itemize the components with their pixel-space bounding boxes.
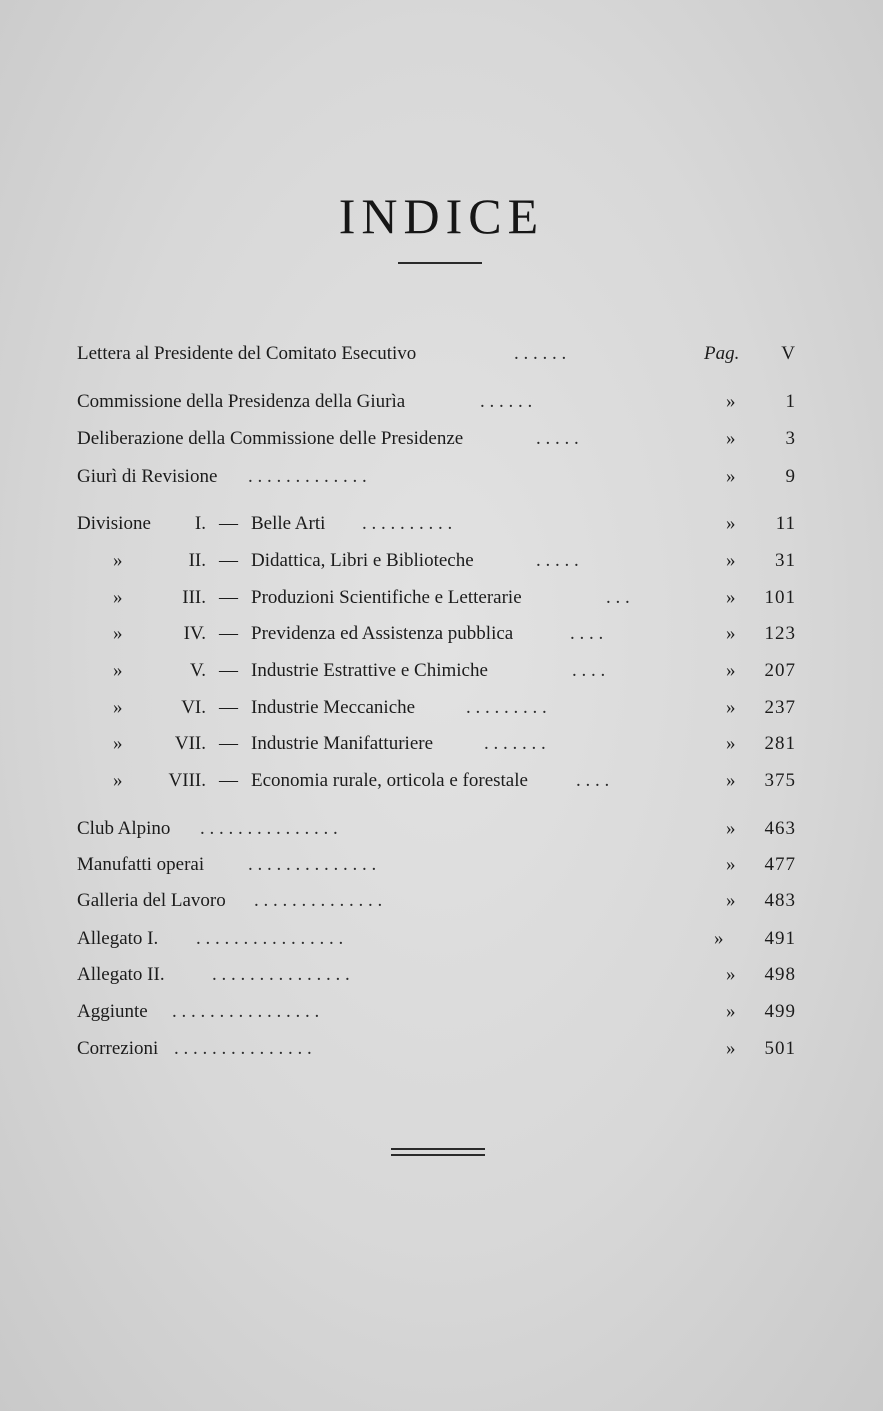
leader-dots: . . . . . . . [484, 733, 546, 754]
page-number: 3 [785, 428, 796, 449]
page-number: 483 [764, 890, 796, 911]
leader-dots: . . . . . . . . . . [362, 513, 453, 534]
division-prefix: » [113, 623, 123, 644]
division-title: Industrie Manifatturiere [251, 733, 434, 754]
division-prefix: » [113, 587, 123, 608]
division-title: Industrie Estrattive e Chimiche [251, 660, 488, 681]
page-marker: » [726, 1038, 736, 1059]
division-row [0, 546, 883, 576]
leader-dots: . . . . . . . . . . . . . . [254, 890, 383, 911]
toc-label: Allegato II. [77, 964, 165, 985]
leader-dots: . . . . [570, 623, 604, 644]
page-number: 501 [764, 1038, 796, 1059]
division-numeral: IV. [183, 623, 206, 644]
toc-row [0, 850, 883, 880]
toc-row [0, 387, 883, 417]
page-marker: » [726, 890, 736, 911]
leader-dots: . . . . . . [480, 391, 533, 412]
leader-dots: . . . . . . . . . . . . . [248, 466, 367, 487]
toc-row [0, 960, 883, 990]
page-marker: » [726, 770, 736, 791]
division-dash: — [219, 697, 238, 718]
division-prefix: » [113, 660, 123, 681]
division-numeral: VIII. [168, 770, 206, 791]
division-numeral: VI. [181, 697, 206, 718]
page-marker: » [726, 854, 736, 875]
division-row [0, 766, 883, 796]
division-title: Produzioni Scientifiche e Letterarie [251, 587, 522, 608]
division-row [0, 656, 883, 686]
toc-row [0, 924, 883, 954]
toc-label: Galleria del Lavoro [77, 890, 226, 911]
leader-dots: . . . . . . . . . . . . . . . [174, 1038, 312, 1059]
page-marker: » [726, 1001, 736, 1022]
division-numeral: V. [189, 660, 206, 681]
leader-dots: . . . . [572, 660, 606, 681]
division-dash: — [219, 550, 238, 571]
division-prefix: » [113, 697, 123, 718]
toc-row [0, 886, 883, 916]
leader-dots: . . . . [576, 770, 610, 791]
division-row [0, 583, 883, 613]
division-numeral: VII. [174, 733, 206, 754]
division-dash: — [219, 513, 238, 534]
page-number: 9 [785, 466, 796, 487]
leader-dots: . . . . . . . . . . . . . . . . [196, 928, 344, 949]
toc-label: Correzioni [77, 1038, 159, 1059]
page-number: 375 [764, 770, 796, 791]
toc-label: Giurì di Revisione [77, 466, 218, 487]
division-row [0, 619, 883, 649]
page-marker: » [726, 550, 736, 571]
page-marker: » [726, 697, 736, 718]
toc-row [0, 814, 883, 844]
division-dash: — [219, 733, 238, 754]
page-number: 207 [764, 660, 796, 681]
closing-rule-top [391, 1148, 485, 1150]
page-number: 1 [785, 391, 796, 412]
division-prefix: » [113, 770, 123, 791]
toc-label: Club Alpino [77, 818, 171, 839]
page-marker: » [726, 964, 736, 985]
toc-row [0, 1034, 883, 1064]
page-number: 101 [764, 587, 796, 608]
toc-label: Manufatti operai [77, 854, 205, 875]
toc-label: Deliberazione della Commissione delle Presidenze [77, 428, 464, 449]
division-title: Previdenza ed Assistenza pubblica [251, 623, 514, 644]
division-numeral: II. [188, 550, 206, 571]
page-title: INDICE [338, 188, 545, 244]
leader-dots: . . . . . . . . . . . . . . [248, 854, 377, 875]
division-prefix: » [113, 733, 123, 754]
division-row [0, 509, 883, 539]
page-number: 499 [764, 1001, 796, 1022]
title-rule [398, 262, 482, 264]
division-dash: — [219, 660, 238, 681]
page-number: 31 [775, 550, 796, 571]
leader-dots: . . . . . . . . . . . . . . . [200, 818, 338, 839]
toc-row [0, 462, 883, 492]
page-marker: » [726, 466, 736, 487]
page-marker: » [726, 818, 736, 839]
division-dash: — [219, 770, 238, 791]
page-marker: » [726, 513, 736, 534]
page-number: V [781, 343, 796, 364]
division-title: Industrie Meccaniche [251, 697, 416, 718]
toc-label: Lettera al Presidente del Comitato Esecutivo [77, 343, 417, 364]
toc-row [0, 339, 883, 369]
page-number: 498 [764, 964, 796, 985]
leader-dots: . . . . . [536, 550, 579, 571]
toc-label: Aggiunte [77, 1001, 148, 1022]
leader-dots: . . . . . . [514, 343, 567, 364]
page-marker: Pag. [704, 343, 740, 364]
leader-dots: . . . [606, 587, 630, 608]
page-number: 281 [764, 733, 796, 754]
page-marker: » [714, 928, 724, 949]
division-title: Belle Arti [251, 513, 326, 534]
page-number: 491 [764, 928, 796, 949]
division-title: Economia rurale, orticola e forestale [251, 770, 528, 791]
page-number: 477 [764, 854, 796, 875]
leader-dots: . . . . . . . . . . . . . . . . [172, 1001, 320, 1022]
division-numeral: I. [194, 513, 206, 534]
closing-rule-bottom [391, 1154, 485, 1156]
leader-dots: . . . . . [536, 428, 579, 449]
page-number: 11 [775, 513, 796, 534]
division-row [0, 729, 883, 759]
toc-row [0, 997, 883, 1027]
page-marker: » [726, 733, 736, 754]
division-prefix: Divisione [77, 513, 151, 534]
page-marker: » [726, 391, 736, 412]
page-marker: » [726, 428, 736, 449]
page-marker: » [726, 623, 736, 644]
division-dash: — [219, 587, 238, 608]
page-number: 123 [764, 623, 796, 644]
leader-dots: . . . . . . . . . [466, 697, 547, 718]
division-prefix: » [113, 550, 123, 571]
toc-label: Allegato I. [77, 928, 159, 949]
page-number: 237 [764, 697, 796, 718]
division-title: Didattica, Libri e Biblioteche [251, 550, 474, 571]
page-marker: » [726, 660, 736, 681]
division-row [0, 693, 883, 723]
division-dash: — [219, 623, 238, 644]
division-numeral: III. [182, 587, 206, 608]
page-marker: » [726, 587, 736, 608]
leader-dots: . . . . . . . . . . . . . . . [212, 964, 350, 985]
page-number: 463 [764, 818, 796, 839]
toc-row [0, 424, 883, 454]
toc-label: Commissione della Presidenza della Giurìa [77, 391, 406, 412]
